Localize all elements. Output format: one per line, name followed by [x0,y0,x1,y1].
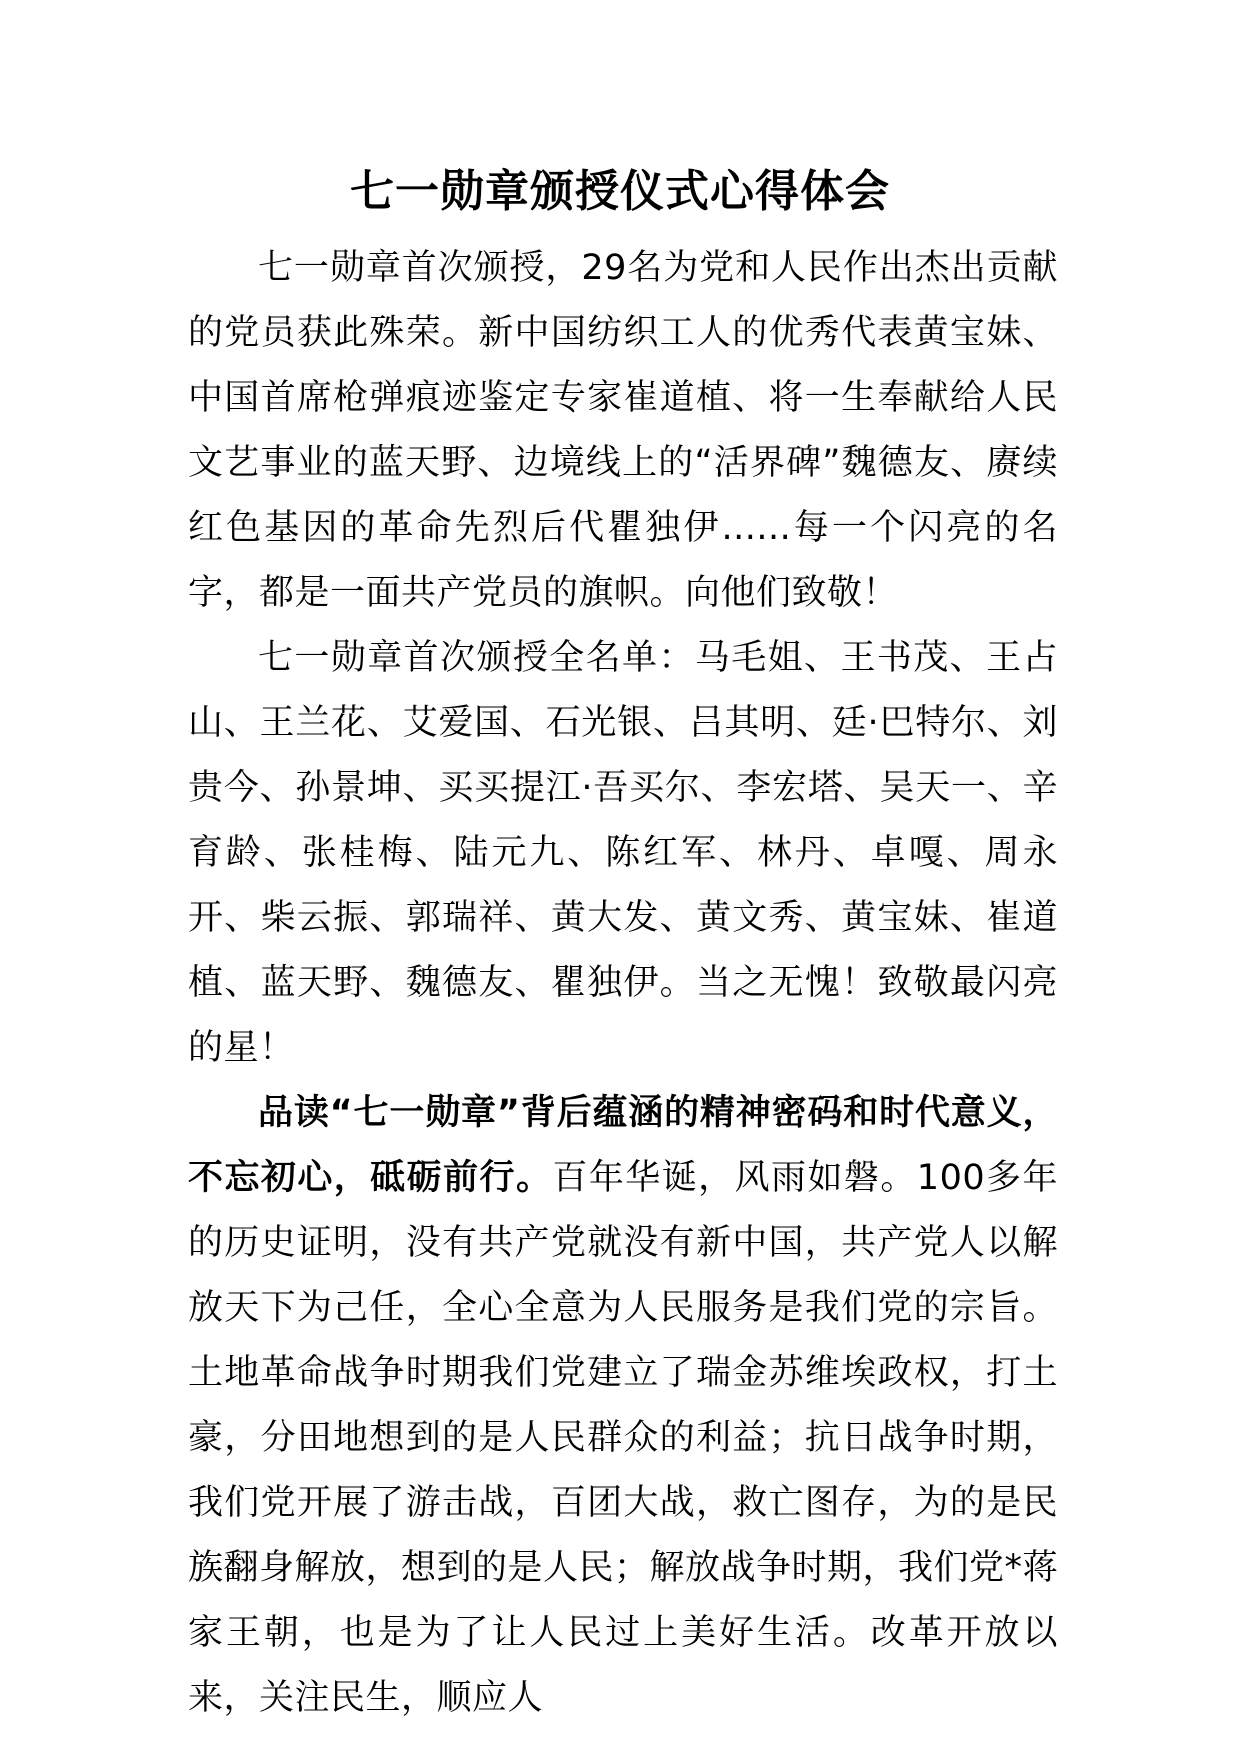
document-title: 七一勋章颁授仪式心得体会 [350,166,890,217]
paragraph-spirit-body: 百年华诞，风雨如磐。100多年的历史证明，没有共产党就没有新中国，共产党人以解放天下为己任，全心全意为人民服务是我们党的宗旨。土地革命战争时期我们党建立了瑞金苏维埃政权，打土豪，分田地想到的是人民群众的利益；抗日战争时期，我们党开展了游击战，百团大战，救亡图存，为的是民族翻身解放，想到的是人民；解放战争时期，我们党*蒋家王朝，也是为了让人民过上美好生活。改革开放以来，关注民生，顺应人 [188,1158,1059,1718]
document-body [188,236,1058,1731]
paragraph-intro: 七一勋章首次颁授，29名为党和人民作出杰出贡献的党员获此殊荣。新中国纺织工人的优秀代表黄宝妹、中国首席枪弹痕迹鉴定专家崔道植、将一生奉献给人民文艺事业的蓝天野、边境线上的“活界碑”魏德友、赓续红色基因的革命先烈后代瞿独伊......每一个闪亮的名字，都是一面共产党员的旗帜。向他们致敬！ [188,248,1058,613]
paragraph-name-list: 七一勋章首次颁授全名单：马毛姐、王书茂、王占山、王兰花、艾爱国、石光银、吕其明、廷·巴特尔、刘贵今、孙景坤、买买提江·吾买尔、李宏塔、吴天一、辛育龄、张桂梅、陆元九、陈红军、林丹、卓嘎、周永开、柴云振、郭瑞祥、黄大发、黄文秀、黄宝妹、崔道植、蓝天野、魏德友、瞿独伊。当之无愧！致敬最闪亮的星！ [188,638,1058,1068]
paragraph-spirit-heading: 品读“七一勋章”背后蕴涵的精神密码和时代意义，不忘初心，砥砺前行。 [188,1093,1058,1198]
paragraph-spirit [188,1081,1058,1731]
